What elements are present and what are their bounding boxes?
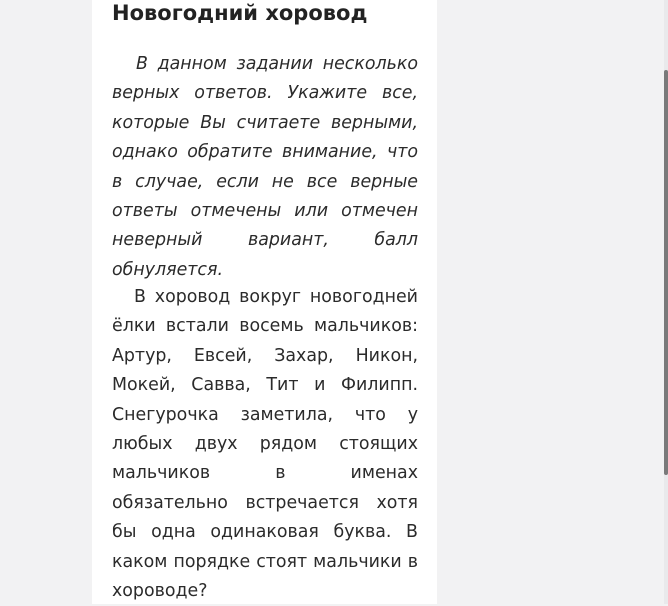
task-title: Новогодний хоровод [112, 1, 368, 25]
scrollbar-thumb[interactable] [664, 70, 668, 475]
task-question: В хоровод вокруг новогодней ёлки встали восемь мальчиков: Артур, Евсей, Захар, Никон, Мокей, Савва, Тит и Филипп. Снегурочка заметила, что у любых двух рядом стоящих мальчиков в именах обязательно встречается хотя бы одна одинаковая буква. В каком порядке стоят мальчики в хороводе? [112, 287, 418, 602]
scrollbar[interactable] [664, 0, 668, 604]
task-card [92, 0, 437, 604]
task-instructions: В данном задании несколько верных ответов. Укажите все, которые Вы считаете верными, однако обратите внимание, что в случае, если не все верные ответы отмечены или отмечен неверный вариант, балл обнуляется. [112, 54, 418, 280]
